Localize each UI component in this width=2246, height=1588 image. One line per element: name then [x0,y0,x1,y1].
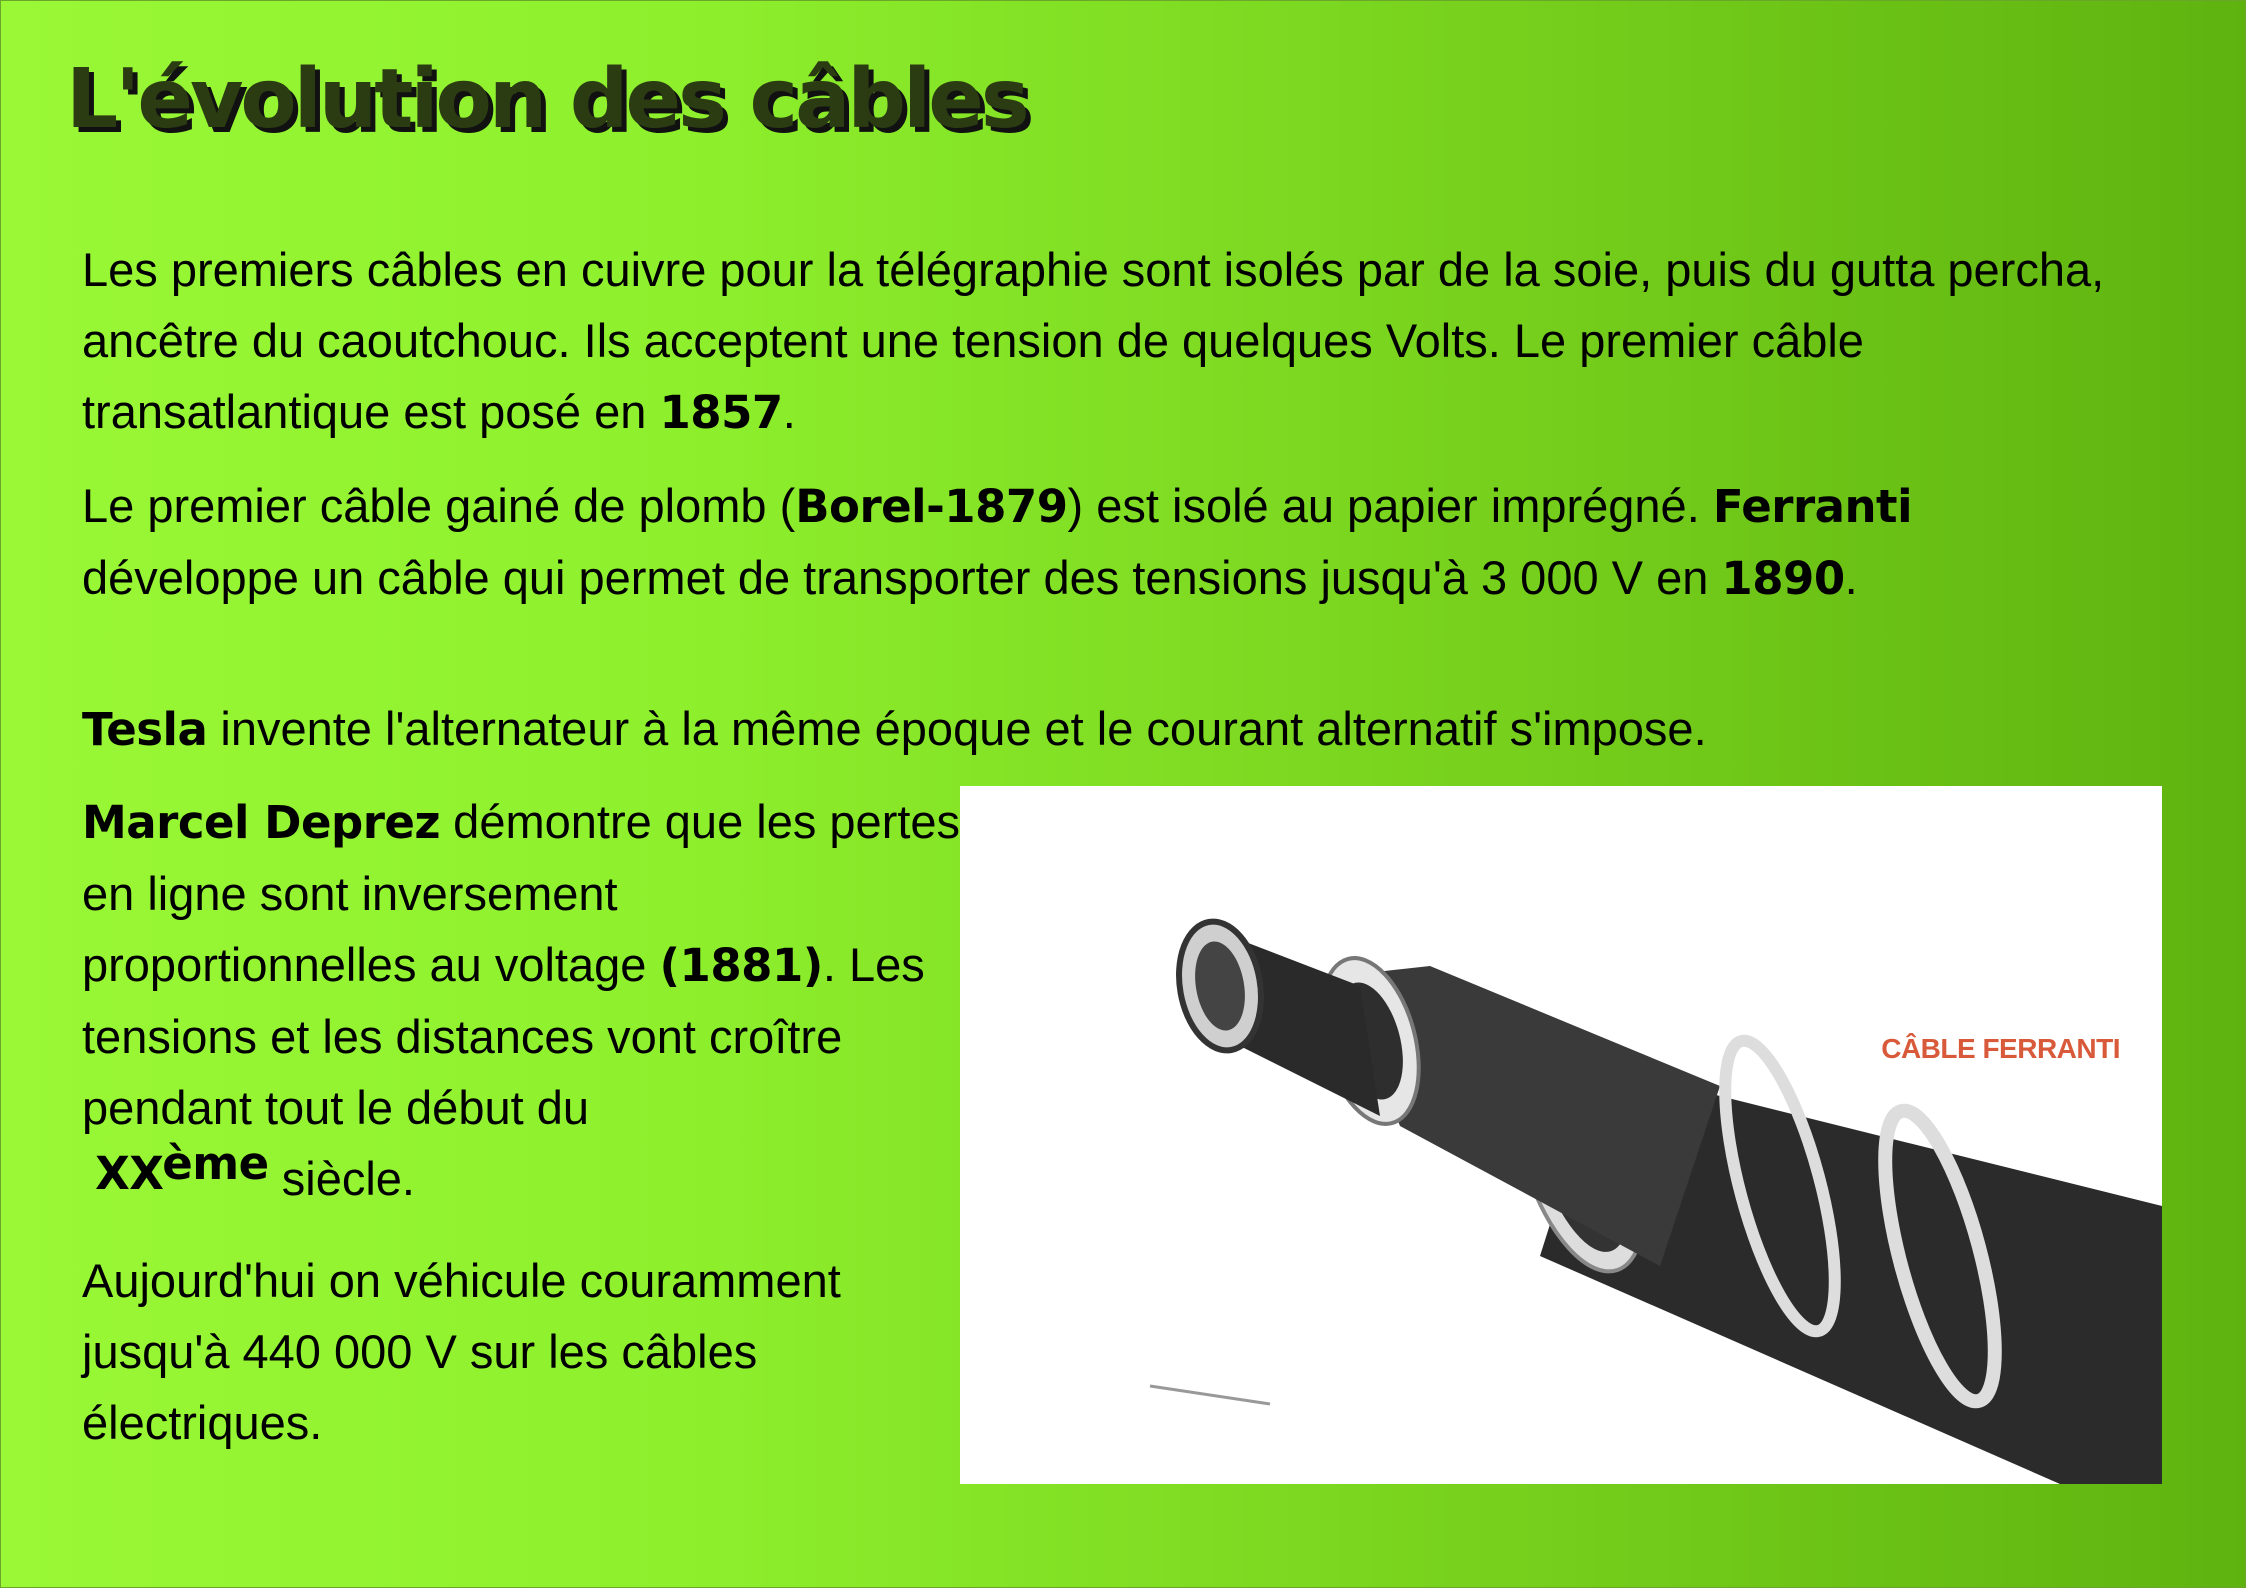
paragraph-text: Les premiers câbles en cuivre pour la télégraphie sont isolés par de la soie, puis du gutta percha, ancêtre du caoutchouc. Ils acceptent une tension de quelques Volts. Le premier câble transatlantique est posé en [82,243,2105,438]
paragraph-lead-cable: Le premier câble gainé de plomb (Borel-1879) est isolé au papier imprégné. Ferranti développe un câble qui permet de transporter des tensions jusqu'à 3 000 V en 1890. [82,479,1912,605]
year-1890: 1890 [1721,552,1845,605]
year-1881: (1881) [659,939,823,992]
scratch-line [1150,1386,1270,1404]
image-caption: CÂBLE FERRANTI [1881,1033,2120,1064]
century-suffix: ème [162,1137,269,1190]
paragraph-tesla: Tesla invente l'alternateur à la même époque et le courant alternatif s'impose. [82,702,1707,756]
cable-illustration [960,786,2162,1484]
paragraph-telegraphy: Les premiers câbles en cuivre pour la télégraphie sont isolés par de la soie, puis du gutta percha, ancêtre du caoutchouc. Ils acceptent une tension de quelques Volts. Le premier câble transatlantique est posé en 1857. [82,243,2105,439]
year-1857: 1857 [659,386,783,439]
borel-1879: Borel-1879 [795,480,1068,533]
paragraph-deprez: Marcel Deprez démontre que les pertes en ligne sont inversement proportionnelles au voltage (1881). Les tensions et les distances vont croître pendant tout le début du XXème siècle. [82,795,961,1205]
ferranti-cable-photo [960,786,2162,1484]
marcel-deprez: Marcel Deprez [82,796,441,849]
paragraph-today: Aujourd'hui on véhicule couramment jusqu'à 440 000 V sur les câbles électriques. [82,1254,841,1449]
ferranti: Ferranti [1712,480,1912,533]
tesla: Tesla [82,703,208,756]
page-title: L'évolution des câbles [66,52,1027,147]
century-xx: XX [95,1147,163,1200]
